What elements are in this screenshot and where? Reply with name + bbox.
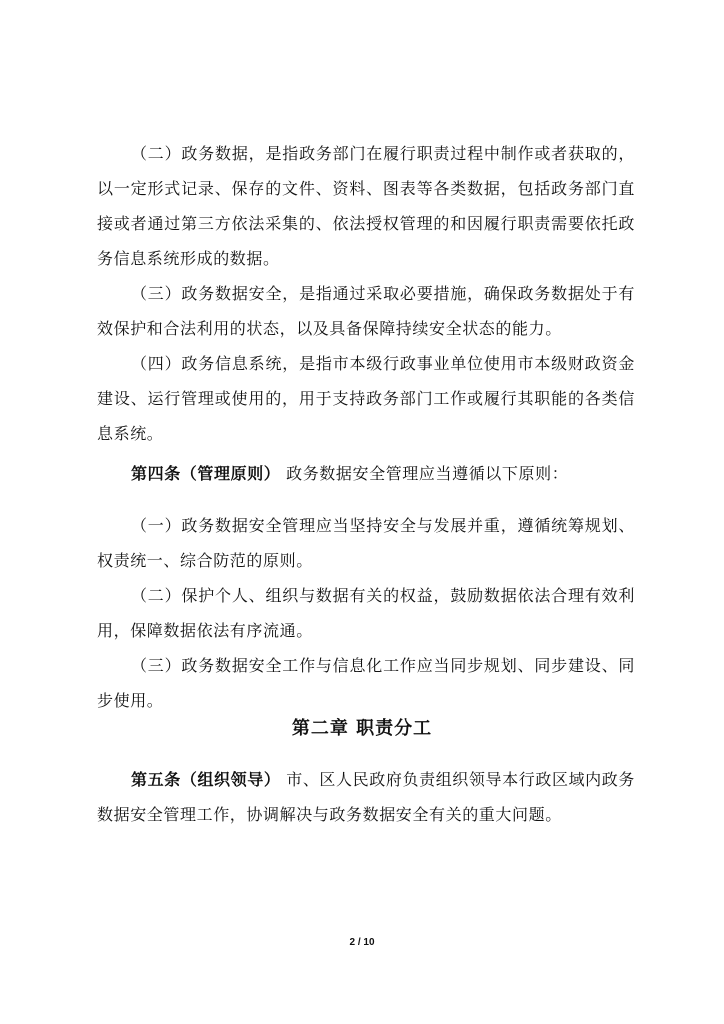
paragraph-principle-1: （一）政务数据安全管理应当坚持安全与发展并重，遵循统筹规划、权责统一、综合防范的原则。 [97, 516, 635, 570]
chapter-title: 第二章 职责分工 [291, 718, 433, 739]
paragraph-principle-3: （三）政务数据安全工作与信息化工作应当同步规划、同步建设、同步使用。 [97, 656, 635, 710]
paragraph-definition-government-data: （二）政务数据，是指政务部门在履行职责过程中制作或者获取的，以一定形式记录、保存的文件、资料、图表等各类数据，包括政务部门直接或者通过第三方依法采集的、依法授权管理的和因履行职责需要依托政务信息系统形成的数据。 [97, 144, 635, 268]
paragraph-definition-data-security: （三）政务数据安全，是指通过采取必要措施，确保政务数据处于有效保护和合法利用的状态，以及具备保障持续安全状态的能力。 [97, 284, 635, 338]
article-4-heading: 第四条（管理原则） [131, 464, 281, 483]
article-5-text: 市、区人民政府负责组织领导本行政区域内政务数据安全管理工作，协调解决与政务数据安全有关的重大问题。 [97, 770, 636, 824]
article-5-paragraph [97, 762, 635, 832]
page-number: 2 / 10 [349, 937, 375, 948]
paragraph-principle-2: （二）保护个人、组织与数据有关的权益，鼓励数据依法合理有效利用，保障数据依法有序流通。 [97, 586, 635, 640]
paragraph-definition-information-system: （四）政务信息系统，是指市本级行政事业单位使用市本级财政资金建设、运行管理或使用的，用于支持政务部门工作或履行其职能的各类信息系统。 [97, 354, 635, 443]
article-4-paragraph [97, 456, 635, 491]
article-5-heading: 第五条（组织领导） [131, 770, 281, 789]
article-4-text: 政务数据安全管理应当遵循以下原则： [286, 464, 569, 483]
